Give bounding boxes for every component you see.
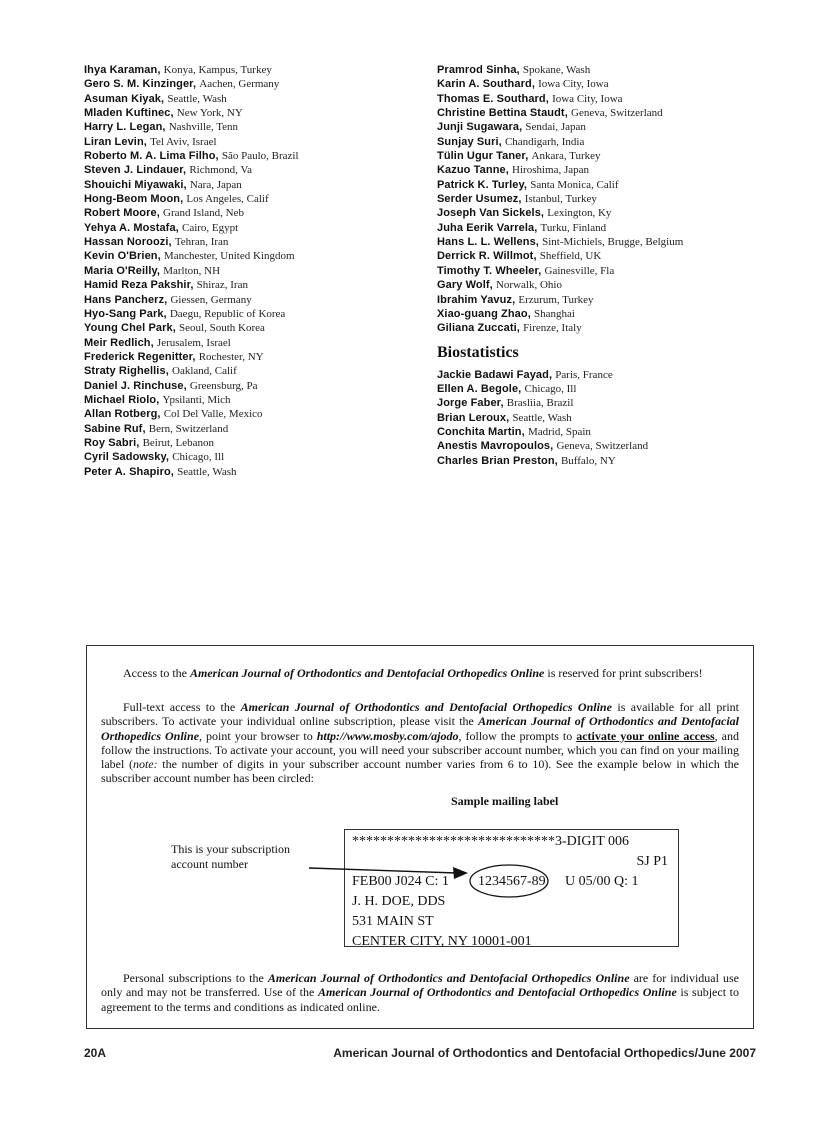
online-access-notice bbox=[86, 645, 754, 1029]
reviewer-entry bbox=[84, 205, 299, 219]
reviewer-entry bbox=[84, 406, 299, 420]
reviewer-entry bbox=[84, 162, 299, 176]
reviewer-list-left bbox=[84, 62, 299, 478]
page-footer bbox=[84, 1046, 756, 1060]
reviewer-name: Timothy T. Wheeler bbox=[437, 264, 539, 277]
activate-online-access-link[interactable]: activate your online access bbox=[576, 728, 715, 743]
reviewer-location: Konya, Kampus, Turkey bbox=[163, 64, 272, 76]
reviewer-location: Erzurum, Turkey bbox=[518, 293, 594, 306]
reviewer-location: Madrid, Spain bbox=[527, 425, 591, 438]
notice-paragraph-personal bbox=[101, 971, 739, 1014]
reviewer-entry bbox=[84, 449, 299, 463]
text-segment: note: bbox=[132, 757, 158, 772]
separator: , bbox=[156, 207, 164, 220]
reviewer-entry bbox=[84, 421, 299, 435]
reviewer-location: Gainesville, Fla bbox=[544, 264, 615, 277]
reviewer-entry bbox=[84, 349, 299, 363]
reviewer-entry bbox=[437, 191, 683, 205]
reviewer-name: Asuman Kiyak bbox=[84, 92, 162, 105]
reviewer-location: Ankara, Turkey bbox=[531, 150, 601, 163]
reviewer-name: Gary Wolf bbox=[437, 279, 490, 292]
separator: , bbox=[516, 64, 523, 76]
reviewer-entry bbox=[437, 367, 683, 381]
reviewer-entry bbox=[84, 363, 299, 377]
reviewer-location: Sint-Michiels, Brugge, Belgium bbox=[542, 236, 684, 249]
reviewer-entry bbox=[84, 335, 299, 349]
reviewer-name: Ibrahim Yavuz bbox=[437, 293, 513, 306]
separator: , bbox=[540, 207, 548, 220]
reviewer-location: Sheffield, UK bbox=[539, 250, 602, 263]
reviewer-entry bbox=[437, 105, 683, 119]
reviewer-entry bbox=[84, 435, 299, 449]
label-line: FEB00 J024 C: 1 bbox=[352, 874, 449, 889]
reviewer-entry bbox=[437, 234, 683, 248]
reviewer-name: Gero S. M. Kinzinger bbox=[84, 78, 193, 91]
reviewer-location: Greensburg, Pa bbox=[189, 379, 258, 392]
reviewer-name: Kevin O'Brien bbox=[84, 250, 158, 263]
reviewer-location: Buffalo, NY bbox=[560, 454, 616, 467]
label-line: SJ P1 bbox=[636, 854, 668, 869]
reviewer-name: Yehya A. Mostafa bbox=[84, 221, 176, 234]
reviewer-location: Chandigarh, India bbox=[504, 135, 585, 148]
reviewer-location: Spokane, Wash bbox=[522, 64, 591, 76]
label-line: 531 MAIN ST bbox=[352, 914, 434, 929]
reviewer-location: Turku, Finland bbox=[540, 221, 607, 234]
reviewer-location: Giessen, Germany bbox=[170, 293, 252, 306]
reviewer-location: Daegu, Republic of Korea bbox=[169, 307, 286, 320]
separator: , bbox=[564, 107, 571, 120]
reviewer-name: Junji Sugawara bbox=[437, 121, 520, 134]
reviewer-location: Lexington, Ky bbox=[547, 207, 612, 220]
reviewer-location: Istanbul, Turkey bbox=[524, 193, 597, 206]
account-number-caption bbox=[171, 842, 290, 872]
text-segment: Personal subscriptions to the bbox=[123, 971, 268, 985]
label-line: CENTER CITY, NY 10001-001 bbox=[352, 934, 532, 949]
reviewer-name: Jackie Badawi Fayad bbox=[437, 368, 549, 381]
reviewer-entry bbox=[84, 105, 299, 119]
text-segment: Access to the bbox=[123, 666, 190, 680]
reviewer-location: Iowa City, Iowa bbox=[552, 92, 623, 105]
reviewer-location: Iowa City, Iowa bbox=[538, 78, 609, 91]
reviewer-entry bbox=[437, 306, 683, 320]
reviewer-entry bbox=[84, 148, 299, 162]
text-segment: the number of digits in your subscriber account number varies from 6 to 10). See the example below in which the subscriber account number has been circled: bbox=[101, 757, 739, 786]
reviewer-name: Jorge Faber bbox=[437, 397, 501, 410]
reviewer-location: Grand Island, Neb bbox=[163, 207, 244, 220]
reviewer-location: Geneva, Switzerland bbox=[556, 440, 649, 453]
reviewer-entry bbox=[437, 277, 683, 291]
emphasis-text: American Journal of Orthodontics and Dentofacial Orthopedics Online bbox=[101, 714, 739, 743]
reviewer-entry bbox=[84, 62, 299, 76]
reviewer-name: Giliana Zuccati bbox=[437, 322, 517, 335]
reviewer-entry bbox=[437, 76, 683, 90]
separator: , bbox=[192, 350, 199, 363]
reviewer-location: Santa Monica, Calif bbox=[530, 178, 619, 191]
reviewer-location: Seattle, Wash bbox=[177, 465, 237, 478]
reviewer-entry bbox=[437, 381, 683, 395]
separator: , bbox=[164, 293, 171, 306]
separator: , bbox=[183, 379, 190, 392]
separator: , bbox=[545, 92, 553, 105]
account-number: 1234567-89 bbox=[478, 874, 546, 889]
separator: , bbox=[548, 368, 556, 381]
notice-paragraph-access bbox=[101, 666, 739, 680]
reviewer-name: Anestis Mavropoulos bbox=[437, 440, 551, 453]
reviewer-entry bbox=[84, 76, 299, 90]
reviewer-entry bbox=[84, 392, 299, 406]
reviewer-entry bbox=[84, 119, 299, 133]
reviewer-name: Robert Moore bbox=[84, 207, 157, 220]
reviewer-name: Conchita Martin bbox=[437, 425, 522, 438]
separator: , bbox=[150, 336, 157, 349]
label-line: J. H. DOE, DDS bbox=[352, 894, 446, 909]
reviewer-name: Tülin Ugur Taner bbox=[437, 150, 526, 163]
reviewer-entry bbox=[437, 263, 683, 277]
separator: , bbox=[192, 78, 200, 91]
reviewer-name: Kazuo Tanne bbox=[437, 164, 506, 177]
reviewer-entry bbox=[84, 220, 299, 234]
reviewer-list-right bbox=[437, 62, 683, 467]
separator: , bbox=[183, 178, 190, 191]
text-segment: is available for all print subscribers. To activate your individual online subscription, please visit the bbox=[101, 700, 739, 729]
reviewer-entry bbox=[84, 378, 299, 392]
reviewer-entry bbox=[437, 453, 683, 467]
reviewer-name: Peter A. Shapiro bbox=[84, 465, 171, 478]
reviewer-name: Sabine Ruf bbox=[84, 422, 143, 435]
sample-mailing-label bbox=[344, 829, 679, 947]
reviewer-entry bbox=[437, 395, 683, 409]
reviewer-location: Chicago, Ill bbox=[172, 451, 225, 464]
reviewer-entry bbox=[84, 292, 299, 306]
reviewer-entry bbox=[437, 134, 683, 148]
separator: , bbox=[157, 250, 164, 263]
separator: , bbox=[156, 393, 163, 406]
reviewer-location: Shanghai bbox=[534, 307, 575, 320]
reviewer-entry bbox=[84, 464, 299, 478]
reviewer-name: Patrick K. Turley bbox=[437, 178, 524, 191]
reviewer-name: Harry L. Legan bbox=[84, 121, 163, 134]
reviewer-name: Roberto M. A. Lima Filho bbox=[84, 150, 216, 163]
reviewer-name: Ihya Karaman bbox=[84, 64, 158, 76]
reviewer-location: Los Angeles, Calif bbox=[186, 193, 269, 206]
reviewer-name: Hans L. L. Wellens bbox=[437, 236, 536, 249]
reviewer-location: Richmond, Va bbox=[189, 164, 253, 177]
separator: , bbox=[554, 454, 561, 467]
reviewer-location: Marlton, NH bbox=[163, 264, 221, 277]
reviewer-location: Tehran, Iran bbox=[174, 236, 229, 249]
separator: , bbox=[531, 78, 539, 91]
reviewer-entry bbox=[84, 248, 299, 262]
separator: , bbox=[142, 422, 149, 435]
emphasis-text: American Journal of Orthodontics and Dentofacial Orthopedics Online bbox=[189, 666, 545, 680]
separator: , bbox=[519, 121, 526, 134]
reviewer-entry bbox=[84, 234, 299, 248]
reviewer-entry bbox=[437, 248, 683, 262]
page-number: 20A bbox=[84, 1046, 107, 1060]
reviewer-location: Bern, Switzerland bbox=[148, 422, 229, 435]
reviewer-name: Thomas E. Southard bbox=[437, 92, 546, 105]
separator: , bbox=[143, 135, 151, 148]
reviewer-location: New York, NY bbox=[176, 107, 243, 120]
reviewer-entry bbox=[437, 320, 683, 334]
text-segment: Full-text access to the bbox=[123, 700, 241, 714]
emphasis-text: American Journal of Orthodontics and Dentofacial Orthopedics Online bbox=[317, 985, 677, 1000]
reviewer-name: Young Chel Park bbox=[84, 322, 173, 335]
reviewer-entry bbox=[84, 263, 299, 277]
separator: , bbox=[175, 221, 182, 234]
caption-line: account number bbox=[171, 857, 248, 871]
text-segment: is reserved for print subscribers! bbox=[544, 666, 703, 680]
reviewer-name: Christine Bettina Staudt bbox=[437, 107, 565, 120]
separator: , bbox=[170, 465, 178, 478]
reviewer-location: Jerusalem, Israel bbox=[156, 336, 231, 349]
notice-paragraph-fulltext bbox=[101, 700, 739, 786]
reviewer-name: Meir Redlich bbox=[84, 336, 151, 349]
reviewer-location: Sendai, Japan bbox=[525, 121, 586, 134]
text-segment: is subject to agreement to the terms and conditions as indicated online. bbox=[101, 985, 740, 1014]
reviewer-entry bbox=[437, 438, 683, 452]
journal-running-title: American Journal of Orthodontics and Dentofacial Orthopedics/June 2007 bbox=[333, 1046, 756, 1060]
label-line: *****************************3-DIGIT 006 bbox=[352, 834, 630, 849]
reviewer-entry bbox=[437, 205, 683, 219]
reviewer-location: Norwalk, Ohio bbox=[495, 279, 562, 292]
separator: , bbox=[538, 264, 545, 277]
reviewer-entry bbox=[84, 306, 299, 320]
separator: , bbox=[489, 279, 496, 292]
reviewer-location: Nashville, Tenn bbox=[168, 121, 239, 134]
reviewer-name: Hyo-Sang Park bbox=[84, 307, 164, 320]
separator: , bbox=[516, 322, 524, 335]
reviewer-entry bbox=[84, 191, 299, 205]
reviewer-location: Shiraz, Iran bbox=[196, 279, 248, 292]
reviewer-name: Derrick R. Willmot bbox=[437, 250, 534, 263]
separator: , bbox=[215, 150, 222, 163]
separator: , bbox=[165, 451, 173, 464]
separator: , bbox=[534, 221, 541, 234]
reviewer-location: Paris, France bbox=[555, 368, 613, 381]
reviewer-name: Juha Eerik Varrela bbox=[437, 221, 535, 234]
reviewer-entry bbox=[437, 424, 683, 438]
sample-label-title: Sample mailing label bbox=[451, 794, 559, 808]
separator: , bbox=[180, 193, 187, 206]
text-segment: , point your browser to bbox=[199, 728, 317, 743]
separator: , bbox=[518, 193, 525, 206]
reviewer-entry bbox=[437, 292, 683, 306]
separator: , bbox=[172, 322, 180, 335]
reviewer-name: Joseph Van Sickels bbox=[437, 207, 541, 220]
reviewer-location: Seoul, South Korea bbox=[179, 322, 265, 335]
reviewer-entry bbox=[437, 410, 683, 424]
text-segment: , follow the prompts to bbox=[458, 728, 577, 743]
biostatistics-list bbox=[437, 367, 683, 467]
separator: , bbox=[165, 365, 172, 378]
reviewer-name: Liran Levin bbox=[84, 135, 144, 148]
separator: , bbox=[157, 408, 164, 421]
reviewer-entry bbox=[84, 177, 299, 191]
reviewer-location: Tel Aviv, Israel bbox=[150, 135, 217, 148]
reviewer-entry bbox=[84, 134, 299, 148]
reviewer-name: Steven J. Lindauer bbox=[84, 164, 184, 177]
reviewer-name: Straty Righellis bbox=[84, 365, 166, 378]
reviewer-entry bbox=[84, 91, 299, 105]
reviewer-name: Mladen Kuftinec bbox=[84, 107, 171, 120]
reviewer-location: Seattle, Wash bbox=[512, 411, 572, 424]
emphasis-text: American Journal of Orthodontics and Dentofacial Orthopedics Online bbox=[267, 971, 630, 985]
reviewer-entry bbox=[437, 119, 683, 133]
reviewer-name: Hassan Noroozi bbox=[84, 236, 169, 249]
reviewer-name: Sunjay Suri bbox=[437, 135, 499, 148]
separator: , bbox=[161, 92, 168, 105]
reviewer-name: Charles Brian Preston bbox=[437, 454, 555, 467]
reviewer-name: Ellen A. Begole bbox=[437, 382, 519, 395]
reviewer-location: Hiroshima, Japan bbox=[512, 164, 590, 177]
separator: , bbox=[535, 236, 543, 249]
reviewer-location: Manchester, United Kingdom bbox=[163, 250, 295, 263]
separator: , bbox=[156, 264, 164, 277]
reviewer-location: Seattle, Wash bbox=[167, 92, 227, 105]
reviewer-location: Beirut, Lebanon bbox=[142, 436, 215, 449]
reviewer-entry bbox=[437, 148, 683, 162]
separator: , bbox=[527, 307, 535, 320]
separator: , bbox=[512, 293, 519, 306]
reviewer-name: Xiao-guang Zhao bbox=[437, 307, 528, 320]
reviewer-location: Col Del Valle, Mexico bbox=[163, 408, 263, 421]
emphasis-text: http://www.mosby.com/ajodo bbox=[316, 728, 459, 743]
reviewer-name: Hong-Beom Moon bbox=[84, 193, 181, 206]
reviewer-entry bbox=[437, 62, 683, 76]
reviewer-name: Cyril Sadowsky bbox=[84, 451, 166, 464]
reviewer-entry bbox=[437, 162, 683, 176]
separator: , bbox=[505, 164, 513, 177]
reviewer-location: Chicago, Ill bbox=[524, 382, 577, 395]
reviewer-name: Hans Pancherz bbox=[84, 293, 165, 306]
reviewer-entry bbox=[84, 277, 299, 291]
separator: , bbox=[190, 279, 197, 292]
reviewer-entry bbox=[437, 177, 683, 191]
reviewer-location: Rochester, NY bbox=[198, 350, 264, 363]
reviewer-name: Serder Usumez bbox=[437, 193, 519, 206]
reviewer-entry bbox=[437, 91, 683, 105]
separator: , bbox=[523, 178, 531, 191]
separator: , bbox=[533, 250, 540, 263]
reviewer-name: Daniel J. Rinchuse bbox=[84, 379, 184, 392]
reviewer-location: Cairo, Egypt bbox=[181, 221, 239, 234]
emphasis-text: American Journal of Orthodontics and Dentofacial Orthopedics Online bbox=[240, 700, 612, 714]
reviewer-location: Nara, Japan bbox=[189, 178, 242, 191]
reviewer-name: Allan Rotberg bbox=[84, 408, 158, 421]
reviewer-name: Michael Riolo bbox=[84, 393, 157, 406]
reviewer-location: Geneva, Switzerland bbox=[571, 107, 663, 120]
reviewer-name: Maria O'Reilly bbox=[84, 264, 157, 277]
reviewer-location: Aachen, Germany bbox=[199, 78, 280, 91]
reviewer-name: Roy Sabri bbox=[84, 436, 137, 449]
separator: , bbox=[168, 236, 175, 249]
separator: , bbox=[506, 411, 513, 424]
separator: , bbox=[162, 121, 169, 134]
reviewer-name: Pramrod Sinha bbox=[437, 64, 517, 76]
reviewer-location: Braslìia, Brazil bbox=[506, 397, 574, 410]
caption-line: This is your subscription bbox=[171, 842, 290, 856]
separator: , bbox=[500, 397, 507, 410]
separator: , bbox=[170, 107, 177, 120]
label-line: U 05/00 Q: 1 bbox=[565, 874, 639, 889]
reviewer-location: São Paulo, Brazil bbox=[221, 150, 299, 163]
reviewer-location: Ypsilanti, Mich bbox=[162, 393, 231, 406]
separator: , bbox=[550, 440, 557, 453]
separator: , bbox=[183, 164, 190, 177]
reviewer-list-continued bbox=[437, 62, 683, 335]
text-segment: are for individual use only and may not be transferred. Use of the bbox=[101, 971, 740, 1000]
reviewer-name: Frederick Regenitter bbox=[84, 350, 193, 363]
separator: , bbox=[525, 150, 532, 163]
reviewer-entry bbox=[437, 220, 683, 234]
separator: , bbox=[157, 64, 164, 76]
separator: , bbox=[136, 436, 143, 449]
separator: , bbox=[498, 135, 505, 148]
text-segment: , and follow the instructions. To activate your account, you will need your subscriber account number, which you can find on your mailing label ( bbox=[101, 728, 740, 772]
separator: , bbox=[521, 425, 528, 438]
reviewer-name: Shouichi Miyawaki bbox=[84, 178, 184, 191]
section-heading-biostatistics: Biostatistics bbox=[437, 343, 519, 361]
reviewer-name: Brian Leroux bbox=[437, 411, 507, 424]
reviewer-location: Firenze, Italy bbox=[523, 322, 582, 335]
reviewer-location: Oakland, Calif bbox=[172, 365, 237, 378]
reviewer-entry bbox=[84, 320, 299, 334]
separator: , bbox=[518, 382, 525, 395]
reviewer-name: Hamid Reza Pakshir bbox=[84, 279, 191, 292]
separator: , bbox=[163, 307, 170, 320]
reviewer-name: Karin A. Southard bbox=[437, 78, 532, 91]
